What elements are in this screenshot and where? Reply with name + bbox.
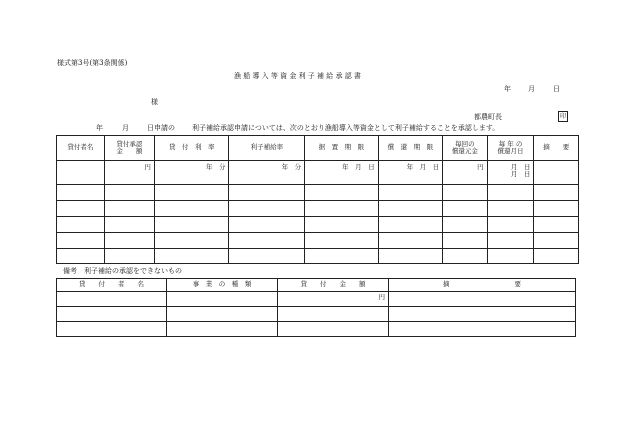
body-sentence: 利子補給承認申請については、次のとおり漁船導入等資金として利子補給することを承認します。 [192, 124, 500, 132]
table-row [57, 322, 576, 337]
document-title: 漁 船 導 入 等 資 金 利 子 補 給 承 認 書 [234, 72, 361, 80]
remarks-label: 備考 利子補給の承認をできないもの [63, 267, 182, 275]
cell-remarks-2[interactable] [389, 292, 576, 307]
date-day-label: 日 [553, 85, 560, 93]
table-row [57, 161, 579, 185]
header-remarks: 摘 要 [534, 136, 579, 161]
cell-lender[interactable] [57, 161, 105, 185]
body-day-applied: 日申請の [147, 124, 175, 132]
table-row [57, 217, 579, 233]
header-loan-amount: 貸 付 金 額 [278, 279, 389, 292]
date-month-label: 月 [528, 85, 535, 93]
cell-loan-amount-unit[interactable]: 円 [278, 292, 389, 307]
table-row [57, 185, 579, 201]
form-number: 様式第3号(第3条関係) [57, 59, 128, 67]
header-loan-rate: 貸 付 利 率 [154, 136, 229, 161]
cell-business-type[interactable] [167, 292, 278, 307]
header-business-type: 事 業 の 種 類 [167, 279, 278, 292]
cell-annual-dates[interactable]: 月 日 月 日 [487, 161, 534, 185]
header-annual-repayment-date: 毎 年 の 償還月日 [487, 136, 534, 161]
header-deferment-period: 据 置 期 限 [305, 136, 378, 161]
table-row [57, 233, 579, 249]
seal-mark: 印 [559, 113, 566, 120]
cell-repayment-date[interactable]: 年 月 日 [378, 161, 443, 185]
header-approved-amount: 貸付承認 金 額 [104, 136, 154, 161]
table-row [57, 292, 576, 307]
cell-amount-unit[interactable]: 円 [104, 161, 154, 185]
date-year-label: 年 [504, 85, 511, 93]
cell-loan-rate-unit[interactable]: 年 分 [154, 161, 229, 185]
cell-remarks[interactable] [534, 161, 579, 185]
loan-approval-table [56, 135, 579, 264]
cell-principal-unit[interactable]: 円 [443, 161, 488, 185]
cell-subsidy-rate-unit[interactable]: 年 分 [229, 161, 305, 185]
cell-deferment-date[interactable]: 年 月 日 [305, 161, 378, 185]
table-row [57, 201, 579, 217]
issuer-name: 都農町長 [474, 113, 502, 121]
table-row [57, 249, 579, 264]
addressee-suffix: 様 [151, 98, 158, 106]
body-year: 年 [96, 124, 103, 132]
cell-lender-2[interactable] [57, 292, 167, 307]
header-subsidy-rate: 利子補給率 [229, 136, 305, 161]
header-principal-each: 毎回の 償還元金 [443, 136, 488, 161]
header-lender-name: 貸付者名 [57, 136, 105, 161]
table-row [57, 307, 576, 322]
not-approved-table [56, 278, 576, 337]
table2-header-row [57, 279, 576, 292]
header-lender-name-2: 貸 付 者 名 [57, 279, 167, 292]
body-month: 月 [122, 124, 129, 132]
table1-header-row [57, 136, 579, 161]
header-remarks-2: 摘 要 [389, 279, 576, 292]
header-repayment-period: 償 還 期 限 [378, 136, 443, 161]
